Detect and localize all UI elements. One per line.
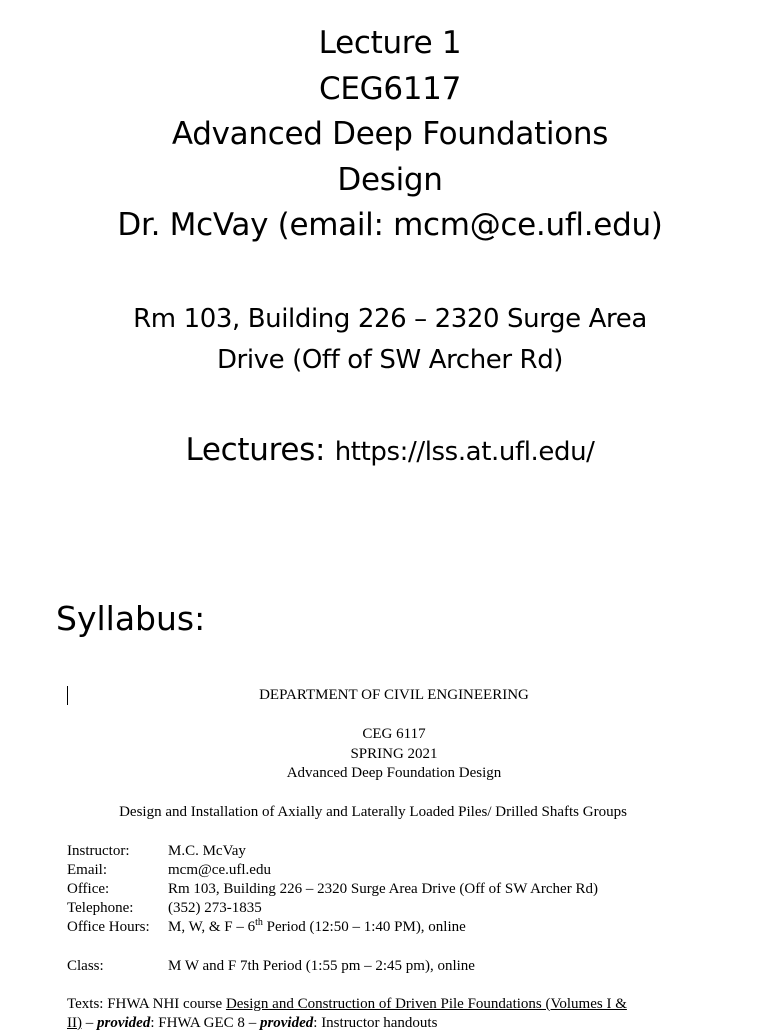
telephone-label: Telephone:: [67, 900, 134, 916]
email-row: [67, 861, 598, 880]
class-row: [67, 957, 475, 976]
class-value: M W and F 7th Period (1:55 pm – 2:45 pm), online: [168, 958, 475, 974]
texts-section: [67, 995, 717, 1033]
syllabus-course-name: Advanced Deep Foundation Design: [286, 765, 502, 781]
office-value: Rm 103, Building 226 – 2320 Surge Area Drive (Off of SW Archer Rd): [168, 881, 598, 897]
texts-line2: II) – provided: FHWA GEC 8 – provided: Instructor handouts: [67, 1015, 438, 1031]
room-info: [0, 299, 768, 381]
instructor-label: Instructor:: [67, 843, 130, 859]
office-label: Office:: [67, 881, 110, 897]
syllabus-course-code: CEG 6117: [362, 726, 426, 742]
telephone-row: [67, 899, 598, 918]
email-value: mcm@ce.ufl.edu: [168, 862, 271, 878]
lectures-label: Lectures:: [185, 432, 326, 468]
texts-gec: FHWA GEC 8: [158, 1015, 245, 1031]
office-hours-sup: th: [255, 917, 263, 928]
syllabus-term: SPRING 2021: [350, 745, 438, 762]
course-code: CEG6117: [318, 70, 462, 107]
syllabus-heading: Syllabus:: [56, 599, 206, 638]
instructor-row: [67, 842, 598, 861]
texts-provided-2: provided: [259, 1015, 314, 1031]
office-hours-time: Period (12:50 – 1:40 PM), online: [262, 919, 466, 935]
texts-line1: [67, 995, 717, 1014]
lecture-title-block: [0, 21, 768, 249]
lecture-number: Lecture 1: [318, 25, 462, 61]
texts-label: Texts: FHWA NHI course: [67, 996, 226, 1012]
room-line1: Rm 103, Building 226 – 2320 Surge Area: [133, 304, 647, 334]
texts-volume-suffix: II): [67, 1015, 82, 1031]
office-hours-days: M, W, & F – 6: [168, 919, 256, 935]
room-line2: Drive (Off of SW Archer Rd): [216, 345, 564, 375]
course-title-line2: Design: [337, 161, 443, 198]
course-title-line1: Advanced Deep Foundations: [171, 116, 609, 152]
texts-handouts: Instructor handouts: [321, 1015, 438, 1031]
lectures-link[interactable]: https://lss.at.ufl.edu/: [334, 437, 595, 467]
department-heading: DEPARTMENT OF CIVIL ENGINEERING: [259, 687, 529, 703]
texts-provided-1: provided: [97, 1015, 151, 1031]
syllabus-subtitle: Design and Installation of Axially and Laterally Loaded Piles/ Drilled Shafts Groups: [119, 804, 627, 820]
instructor-line: Dr. McVay (email: mcm@ce.ufl.edu): [117, 207, 663, 243]
class-label: Class:: [67, 958, 104, 974]
office-hours-row: [67, 918, 598, 937]
office-hours-label: Office Hours:: [67, 919, 150, 935]
lectures-line: [0, 430, 768, 472]
email-label: Email:: [67, 862, 107, 878]
texts-title: Design and Construction of Driven Pile Foundations (Volumes I &: [225, 996, 627, 1012]
course-heading-block: [0, 725, 768, 784]
instructor-info: [67, 842, 598, 937]
instructor-value: M.C. McVay: [168, 843, 246, 859]
office-hours-value: [168, 918, 466, 937]
telephone-value: (352) 273-1835: [168, 900, 262, 916]
office-row: [67, 880, 598, 899]
